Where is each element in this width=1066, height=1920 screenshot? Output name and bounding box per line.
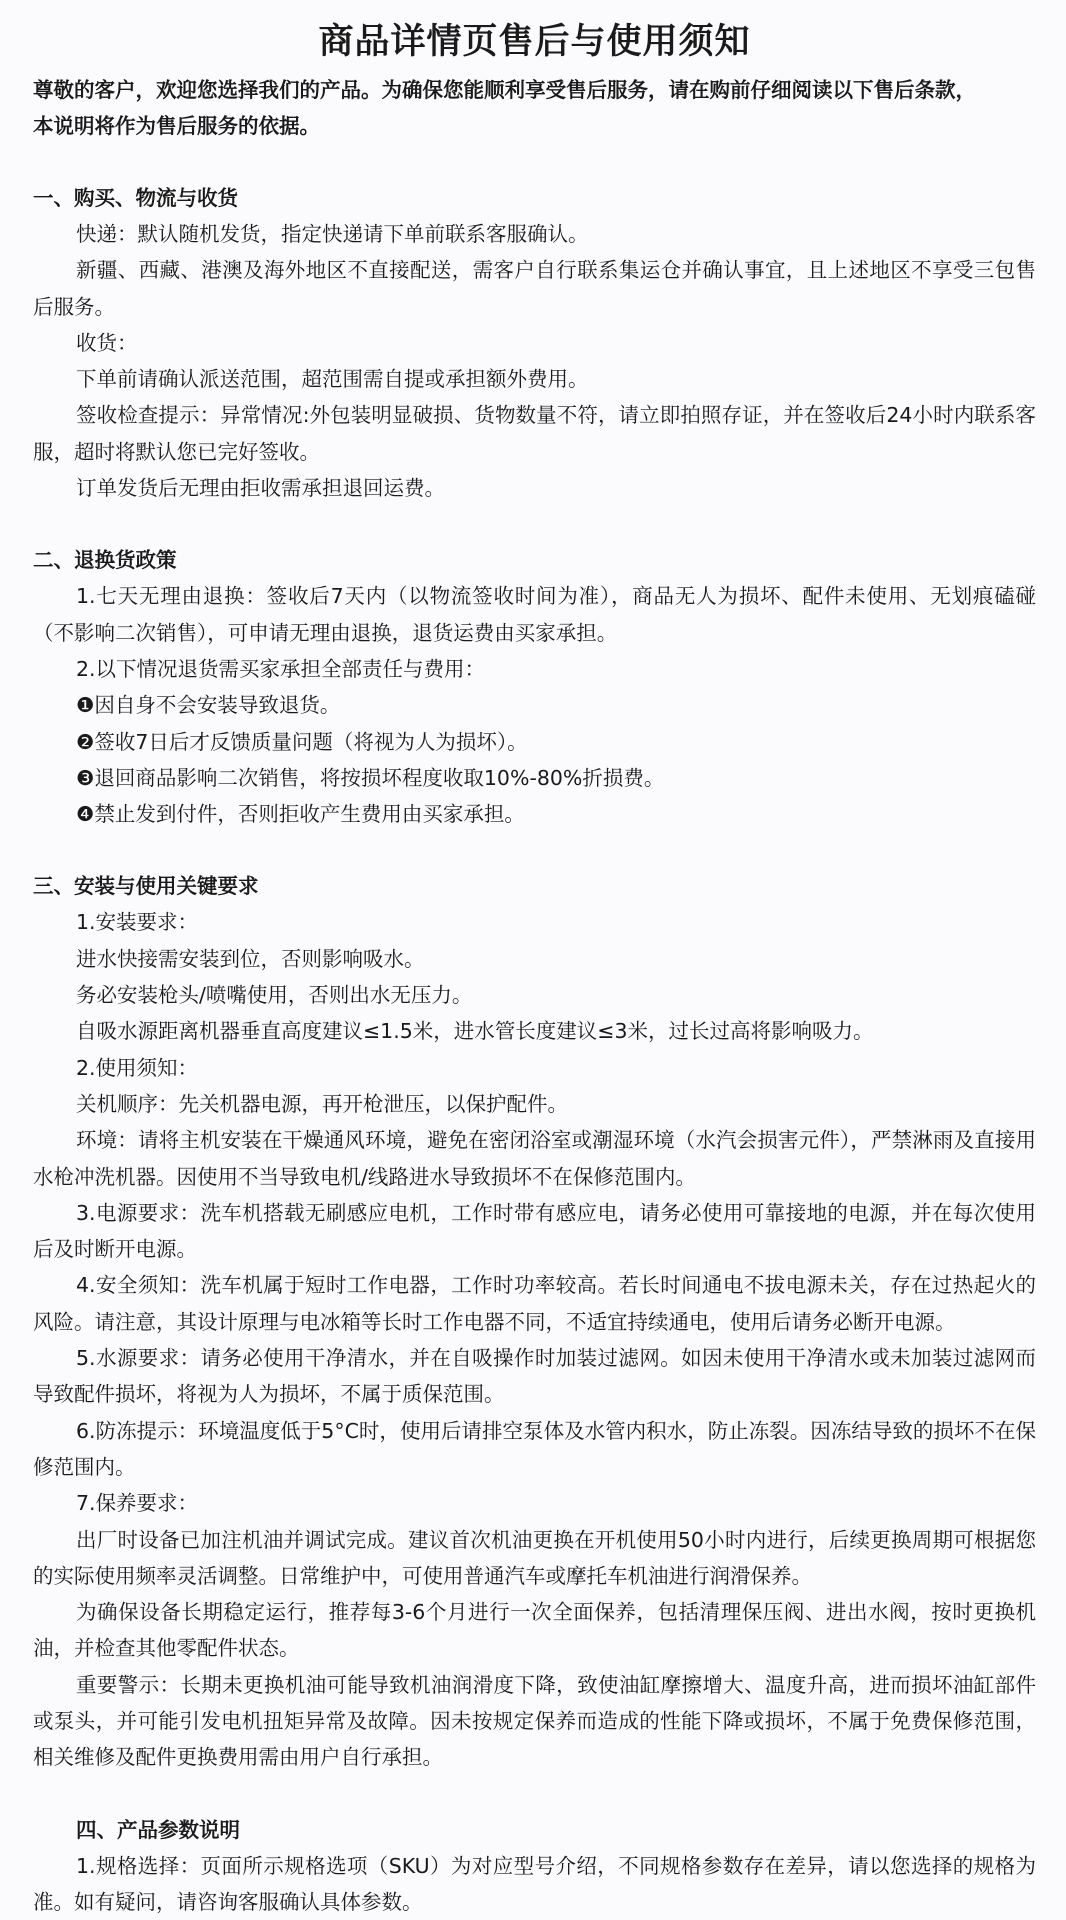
section-1 bbox=[33, 180, 1036, 506]
section-paragraph: 进水快接需安装到位，否则影响吸水。 bbox=[76, 946, 425, 971]
section-paragraph: 7.保养要求： bbox=[76, 1491, 199, 1516]
section-paragraph: 2.以下情况退货需买家承担全部责任与费用： bbox=[76, 656, 486, 681]
section-paragraph: ❶因自身不会安装导致退货。 bbox=[76, 693, 341, 718]
section-heading: 一、购买、物流与收货 bbox=[33, 186, 238, 210]
section-paragraph: 下单前请确认派送范围，超范围需自提或承担额外费用。 bbox=[76, 367, 589, 392]
section-paragraph: 1.七天无理由退换：签收后7天内（以物流签收时间为准），商品无人为损坏、配件未使用、无划痕磕碰（不影响二次销售），可申请无理由退换，退货运费由买家承担。 bbox=[33, 584, 1036, 645]
section-paragraph: ❷签收7日后才反馈质量问题（将视为人为损坏）。 bbox=[76, 729, 528, 754]
section-paragraph: 5.水源要求：请务必使用干净清水，并在自吸操作时加装过滤网。如因未使用干净清水或未加装过滤网而导致配件损坏，将视为人为损坏，不属于质保范围。 bbox=[33, 1346, 1036, 1407]
section-paragraph: ❸退回商品影响二次销售，将按损坏程度收取10%-80%折损费。 bbox=[76, 765, 665, 790]
intro-line: 本说明将作为售后服务的依据。 bbox=[33, 114, 320, 138]
section-2 bbox=[33, 542, 1036, 832]
section-paragraph: 重要警示：长期未更换机油可能导致机油润滑度下降，致使油缸摩擦增大、温度升高，进而损坏油缸部件或泵头，并可能引发电机扭矩异常及故障。因未按规定保养而造成的性能下降或损坏，不属于免费保修范围，相关维修及配件更换费用需由用户自行承担。 bbox=[33, 1672, 1036, 1770]
section-heading: 四、产品参数说明 bbox=[76, 1817, 240, 1842]
section-paragraph: 环境：请将主机安装在干燥通风环境，避免在密闭浴室或潮湿环境（水汽会损害元件），严禁淋雨及直接用水枪冲洗机器。因使用不当导致电机/线路进水导致损坏不在保修范围内。 bbox=[33, 1128, 1036, 1189]
section-3 bbox=[33, 868, 1036, 1775]
section-heading: 二、退换货政策 bbox=[33, 548, 177, 573]
section-paragraph: ❹禁止发到付件，否则拒收产生费用由买家承担。 bbox=[76, 802, 525, 827]
section-paragraph: 3.电源要求：洗车机搭载无刷感应电机，工作时带有感应电，请务必使用可靠接地的电源，并在每次使用后及时断开电源。 bbox=[33, 1200, 1036, 1262]
section-paragraph: 新疆、西藏、港澳及海外地区不直接配送，需客户自行联系集运仓并确认事宜，且上述地区不享受三包售后服务。 bbox=[33, 258, 1036, 319]
section-paragraph: 务必安装枪头/喷嘴使用，否则出水无压力。 bbox=[76, 983, 473, 1008]
section-paragraph: 1.安装要求： bbox=[76, 910, 199, 935]
sections-container bbox=[33, 180, 1036, 1920]
section-4 bbox=[33, 1812, 1036, 1920]
page-title: 商品详情页售后与使用须知 bbox=[318, 22, 751, 62]
section-paragraph: 6.防冻提示：环境温度低于5°C时，使用后请排空泵体及水管内积水，防止冻裂。因冻结导致的损坏不在保修范围内。 bbox=[33, 1418, 1036, 1479]
section-heading: 三、安装与使用关键要求 bbox=[33, 874, 259, 899]
section-paragraph: 出厂时设备已加注机油并调试完成。建议首次机油更换在开机使用50小时内进行，后续更换周期可根据您的实际使用频率灵活调整。日常维护中，可使用普通汽车或摩托车机油进行润滑保养。 bbox=[33, 1527, 1036, 1588]
section-paragraph: 签收检查提示：异常情况:外包装明显破损、货物数量不符，请立即拍照存证，并在签收后24小时内联系客服，超时将默认您已完好签收。 bbox=[33, 403, 1036, 464]
section-paragraph: 为确保设备长期稳定运行，推荐每3-6个月进行一次全面保养，包括清理保压阀、进出水阀，按时更换机油，并检查其他零配件状态。 bbox=[33, 1600, 1036, 1661]
section-paragraph: 快递：默认随机发货，指定快递请下单前联系客服确认。 bbox=[76, 222, 589, 246]
section-paragraph: 2.使用须知： bbox=[76, 1055, 199, 1080]
intro-line: 尊敬的客户，欢迎您选择我们的产品。为确保您能顺利享受售后服务，请在购前仔细阅读以下售后条款， bbox=[33, 78, 976, 102]
section-paragraph: 收货： bbox=[76, 330, 138, 355]
section-paragraph: 自吸水源距离机器垂直高度建议≤1.5米，进水管长度建议≤3米，过长过高将影响吸力。 bbox=[76, 1019, 874, 1044]
section-paragraph: 1.规格选择：页面所示规格选项（SKU）为对应型号介绍，不同规格参数存在差异，请以您选择的规格为准。如有疑问，请咨询客服确认具体参数。 bbox=[33, 1853, 1036, 1914]
section-paragraph: 关机顺序：先关机器电源，再开枪泄压，以保护配件。 bbox=[76, 1091, 568, 1116]
intro-block bbox=[33, 72, 1036, 144]
section-paragraph: 4.安全须知：洗车机属于短时工作电器，工作时功率较高。若长时间通电不拔电源未关，存在过热起火的风险。请注意，其设计原理与电冰箱等长时工作电器不同，不适宜持续通电，使用后请务必断开电源。 bbox=[33, 1273, 1036, 1334]
section-paragraph: 订单发货后无理由拒收需承担退回运费。 bbox=[76, 476, 445, 501]
